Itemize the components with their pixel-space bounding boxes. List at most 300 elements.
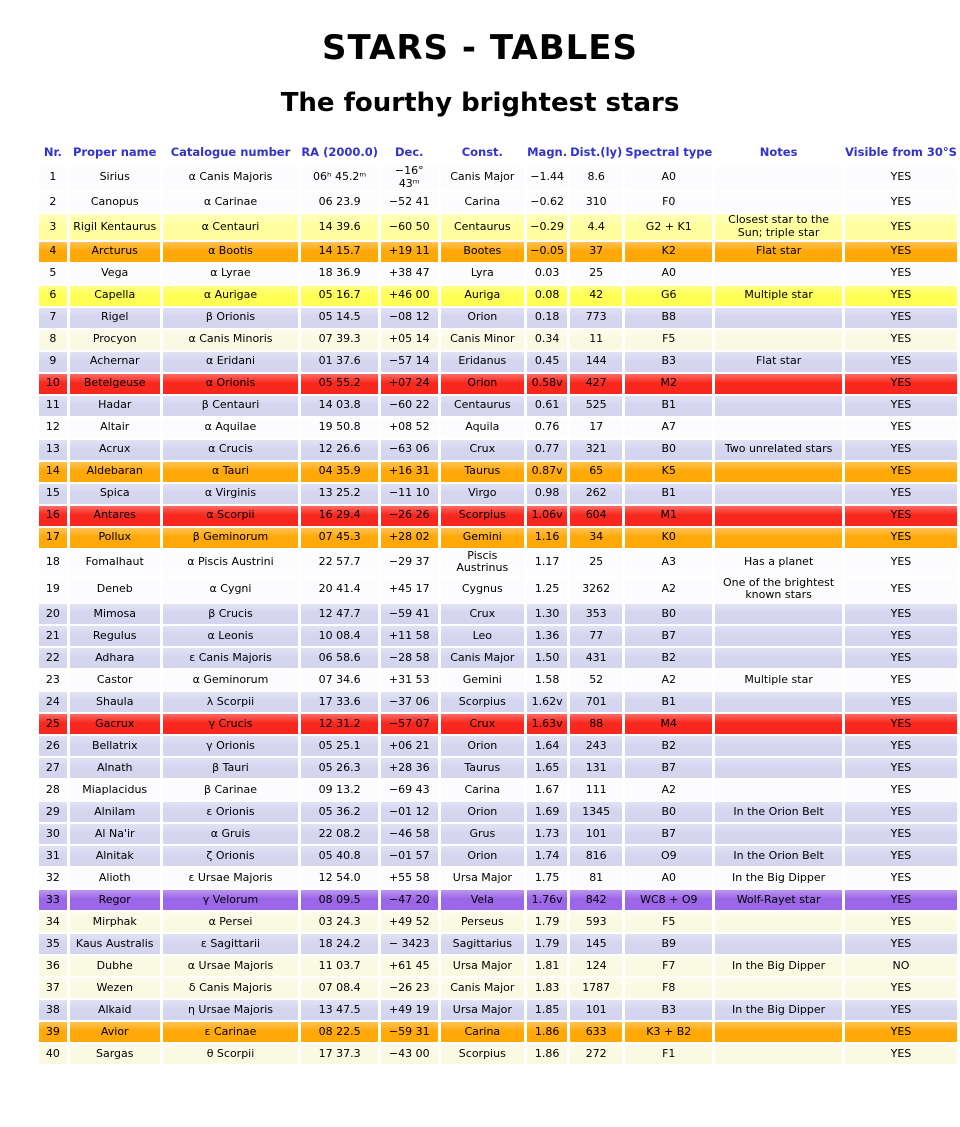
const-cell: Centaurus [441,396,525,416]
notes-cell [715,528,842,548]
const-cell: Lyra [441,264,525,284]
dec-cell: +45 17 [381,577,438,602]
dec-cell: −16° 43ᵐ [381,165,438,190]
name-cell: Avior [70,1022,160,1042]
spectral-cell: B0 [625,604,712,624]
magn-cell: 1.25 [527,577,567,602]
nr-cell: 15 [39,484,67,504]
dec-cell: −60 22 [381,396,438,416]
visible-cell: YES [845,1044,957,1064]
ra-cell: 22 57.7 [301,550,378,575]
name-cell: Sirius [70,165,160,190]
name-cell: Arcturus [70,242,160,262]
name-cell: Betelgeuse [70,374,160,394]
ra-cell: 13 25.2 [301,484,378,504]
ra-cell: 13 47.5 [301,1000,378,1020]
name-cell: Alnitak [70,846,160,866]
ra-cell: 06 58.6 [301,648,378,668]
spectral-cell: A0 [625,868,712,888]
star-row [39,506,957,526]
ra-cell: 07 45.3 [301,528,378,548]
name-cell: Shaula [70,692,160,712]
name-cell: Alnilam [70,802,160,822]
magn-cell: 0.87v [527,462,567,482]
notes-cell [715,308,842,328]
name-cell: Spica [70,484,160,504]
notes-cell: Has a planet [715,550,842,575]
dec-cell: −60 50 [381,214,438,239]
visible-cell: YES [845,802,957,822]
dist-cell: 604 [570,506,622,526]
dec-cell: −43 00 [381,1044,438,1064]
dec-cell: −29 37 [381,550,438,575]
dec-cell: −01 12 [381,802,438,822]
spectral-cell: B2 [625,648,712,668]
visible-cell: YES [845,736,957,756]
visible-cell: YES [845,374,957,394]
const-cell: Orion [441,736,525,756]
spectral-cell: K3 + B2 [625,1022,712,1042]
catalogue-cell: α Canis Minoris [163,330,299,350]
catalogue-cell: β Carinae [163,780,299,800]
name-cell: Aldebaran [70,462,160,482]
catalogue-cell: β Crucis [163,604,299,624]
visible-cell: YES [845,780,957,800]
ra-cell: 06 23.9 [301,192,378,212]
ra-cell: 05 25.1 [301,736,378,756]
col-spectral-type: Spectral type [625,145,713,159]
nr-cell: 29 [39,802,67,822]
page-subtitle: The fourthy brightest stars [280,88,680,118]
const-cell: Sagittarius [441,934,525,954]
dist-cell: 101 [570,824,622,844]
visible-cell: YES [845,550,957,575]
notes-cell [715,978,842,998]
dec-cell: −47 20 [381,890,438,910]
name-cell: Acrux [70,440,160,460]
notes-cell [715,1022,842,1042]
notes-cell [715,1044,842,1064]
star-row [39,440,957,460]
const-cell: Aquila [441,418,525,438]
nr-cell: 36 [39,956,67,976]
ra-cell: 05 26.3 [301,758,378,778]
dist-cell: 310 [570,192,622,212]
dec-cell: −28 58 [381,648,438,668]
catalogue-cell: α Carinae [163,192,299,212]
star-row [39,604,957,624]
notes-cell: Closest star to the Sun; triple star [715,214,842,239]
ra-cell: 04 35.9 [301,462,378,482]
catalogue-cell: α Tauri [163,462,299,482]
name-cell: Sargas [70,1044,160,1064]
const-cell: Orion [441,802,525,822]
star-row [39,912,957,932]
name-cell: Regor [70,890,160,910]
dec-cell: −11 10 [381,484,438,504]
dist-cell: 88 [570,714,622,734]
dec-cell: −59 41 [381,604,438,624]
notes-cell [715,418,842,438]
notes-cell: Flat star [715,242,842,262]
dec-cell: −37 06 [381,692,438,712]
magn-cell: 0.03 [527,264,567,284]
notes-cell: Two unrelated stars [715,440,842,460]
star-row [39,758,957,778]
nr-cell: 14 [39,462,67,482]
dist-cell: 131 [570,758,622,778]
catalogue-cell: α Leonis [163,626,299,646]
magn-cell: 1.16 [527,528,567,548]
visible-cell: NO [845,956,957,976]
spectral-cell: A7 [625,418,712,438]
visible-cell: YES [845,1022,957,1042]
dec-cell: −59 31 [381,1022,438,1042]
spectral-cell: B1 [625,484,712,504]
dec-cell: +16 31 [381,462,438,482]
visible-cell: YES [845,484,957,504]
ra-cell: 05 14.5 [301,308,378,328]
const-cell: Piscis Austrinus [441,550,525,575]
catalogue-cell: α Eridani [163,352,299,372]
dist-cell: 842 [570,890,622,910]
name-cell: Alkaid [70,1000,160,1020]
dist-cell: 272 [570,1044,622,1064]
dist-cell: 8.6 [570,165,622,190]
spectral-cell: F7 [625,956,712,976]
catalogue-cell: ε Sagittarii [163,934,299,954]
col-nr: Nr. [43,145,62,159]
dec-cell: −57 14 [381,352,438,372]
const-cell: Scorpius [441,506,525,526]
visible-cell: YES [845,934,957,954]
catalogue-cell: ε Canis Majoris [163,648,299,668]
star-row [39,890,957,910]
nr-cell: 2 [39,192,67,212]
const-cell: Vela [441,890,525,910]
star-row [39,648,957,668]
nr-cell: 5 [39,264,67,284]
nr-cell: 3 [39,214,67,239]
spectral-cell: G6 [625,286,712,306]
star-row [39,352,957,372]
dist-cell: 593 [570,912,622,932]
const-cell: Ursa Major [441,1000,525,1020]
spectral-cell: B7 [625,758,712,778]
dist-cell: 111 [570,780,622,800]
col-const: Const. [461,145,503,159]
nr-cell: 32 [39,868,67,888]
ra-cell: 12 47.7 [301,604,378,624]
notes-cell [715,780,842,800]
spectral-cell: M4 [625,714,712,734]
visible-cell: YES [845,506,957,526]
const-cell: Centaurus [441,214,525,239]
star-row [39,978,957,998]
const-cell: Canis Major [441,648,525,668]
const-cell: Taurus [441,758,525,778]
star-row [39,934,957,954]
dist-cell: 353 [570,604,622,624]
col-dist: Dist.(ly) [570,145,623,159]
notes-cell [715,374,842,394]
spectral-cell: B0 [625,440,712,460]
ra-cell: 08 22.5 [301,1022,378,1042]
nr-cell: 25 [39,714,67,734]
catalogue-cell: α Centauri [163,214,299,239]
dist-cell: 11 [570,330,622,350]
nr-cell: 12 [39,418,67,438]
const-cell: Canis Major [441,978,525,998]
ra-cell: 07 39.3 [301,330,378,350]
spectral-cell: F1 [625,1044,712,1064]
ra-cell: 18 24.2 [301,934,378,954]
name-cell: Alioth [70,868,160,888]
visible-cell: YES [845,308,957,328]
catalogue-cell: λ Scorpii [163,692,299,712]
spectral-cell: A0 [625,264,712,284]
dec-cell: +28 02 [381,528,438,548]
star-row [39,824,957,844]
ra-cell: 12 31.2 [301,714,378,734]
spectral-cell: M1 [625,506,712,526]
dist-cell: 37 [570,242,622,262]
notes-cell [715,692,842,712]
nr-cell: 34 [39,912,67,932]
visible-cell: YES [845,352,957,372]
ra-cell: 11 03.7 [301,956,378,976]
visible-cell: YES [845,978,957,998]
ra-cell: 19 50.8 [301,418,378,438]
magn-cell: 1.79 [527,912,567,932]
dec-cell: +07 24 [381,374,438,394]
spectral-cell: A0 [625,165,712,190]
visible-cell: YES [845,670,957,690]
catalogue-cell: γ Orionis [163,736,299,756]
spectral-cell: A2 [625,577,712,602]
const-cell: Canis Minor [441,330,525,350]
magn-cell: 0.77 [527,440,567,460]
spectral-cell: B1 [625,396,712,416]
dec-cell: −63 06 [381,440,438,460]
dec-cell: +11 58 [381,626,438,646]
col-magn: Magn. [527,145,568,159]
name-cell: Canopus [70,192,160,212]
star-row [39,528,957,548]
ra-cell: 01 37.6 [301,352,378,372]
visible-cell: YES [845,214,957,239]
const-cell: Scorpius [441,692,525,712]
catalogue-cell: α Piscis Austrini [163,550,299,575]
notes-cell [715,165,842,190]
spectral-cell: B1 [625,692,712,712]
magn-cell: 0.98 [527,484,567,504]
nr-cell: 24 [39,692,67,712]
dist-cell: 427 [570,374,622,394]
ra-cell: 14 15.7 [301,242,378,262]
spectral-cell: A2 [625,780,712,800]
ra-cell: 06ʰ 45.2ᵐ [301,165,378,190]
notes-cell [715,934,842,954]
visible-cell: YES [845,192,957,212]
const-cell: Crux [441,440,525,460]
star-row [39,1022,957,1042]
nr-cell: 23 [39,670,67,690]
catalogue-cell: α Virginis [163,484,299,504]
notes-cell: Multiple star [715,286,842,306]
dist-cell: 1787 [570,978,622,998]
magn-cell: 0.58v [527,374,567,394]
ra-cell: 16 29.4 [301,506,378,526]
catalogue-cell: α Persei [163,912,299,932]
dist-cell: 145 [570,934,622,954]
visible-cell: YES [845,440,957,460]
ra-cell: 05 36.2 [301,802,378,822]
visible-cell: YES [845,626,957,646]
name-cell: Adhara [70,648,160,668]
ra-cell: 05 40.8 [301,846,378,866]
dist-cell: 1345 [570,802,622,822]
nr-cell: 17 [39,528,67,548]
page-title: STARS - TABLES [322,28,638,68]
catalogue-cell: α Crucis [163,440,299,460]
catalogue-cell: β Geminorum [163,528,299,548]
catalogue-cell: γ Velorum [163,890,299,910]
name-cell: Fomalhaut [70,550,160,575]
dist-cell: 633 [570,1022,622,1042]
visible-cell: YES [845,418,957,438]
catalogue-cell: α Cygni [163,577,299,602]
notes-cell: Flat star [715,352,842,372]
const-cell: Crux [441,604,525,624]
name-cell: Alnath [70,758,160,778]
stars-table [36,140,960,1066]
magn-cell: 1.58 [527,670,567,690]
const-cell: Orion [441,308,525,328]
magn-cell: 1.73 [527,824,567,844]
spectral-cell: O9 [625,846,712,866]
nr-cell: 21 [39,626,67,646]
dist-cell: 4.4 [570,214,622,239]
catalogue-cell: ε Carinae [163,1022,299,1042]
const-cell: Crux [441,714,525,734]
nr-cell: 13 [39,440,67,460]
star-row [39,264,957,284]
dec-cell: −52 41 [381,192,438,212]
dist-cell: 431 [570,648,622,668]
notes-cell: Multiple star [715,670,842,690]
visible-cell: YES [845,648,957,668]
catalogue-cell: α Aquilae [163,418,299,438]
dist-cell: 65 [570,462,622,482]
nr-cell: 28 [39,780,67,800]
const-cell: Eridanus [441,352,525,372]
name-cell: Pollux [70,528,160,548]
name-cell: Altair [70,418,160,438]
spectral-cell: B8 [625,308,712,328]
dist-cell: 81 [570,868,622,888]
name-cell: Capella [70,286,160,306]
nr-cell: 40 [39,1044,67,1064]
star-row [39,692,957,712]
ra-cell: 17 37.3 [301,1044,378,1064]
star-row [39,670,957,690]
star-row [39,214,957,239]
catalogue-cell: α Ursae Majoris [163,956,299,976]
magn-cell: 1.74 [527,846,567,866]
star-row [39,418,957,438]
spectral-cell: A2 [625,670,712,690]
nr-cell: 20 [39,604,67,624]
notes-cell [715,484,842,504]
ra-cell: 14 03.8 [301,396,378,416]
const-cell: Canis Major [441,165,525,190]
dist-cell: 243 [570,736,622,756]
star-row [39,736,957,756]
notes-cell [715,824,842,844]
const-cell: Cygnus [441,577,525,602]
visible-cell: YES [845,604,957,624]
magn-cell: 1.36 [527,626,567,646]
star-row [39,396,957,416]
spectral-cell: K2 [625,242,712,262]
nr-cell: 11 [39,396,67,416]
star-row [39,165,957,190]
magn-cell: 1.64 [527,736,567,756]
dist-cell: 101 [570,1000,622,1020]
dec-cell: +46 00 [381,286,438,306]
magn-cell: 0.45 [527,352,567,372]
star-row [39,626,957,646]
catalogue-cell: δ Canis Majoris [163,978,299,998]
dist-cell: 144 [570,352,622,372]
dec-cell: −57 07 [381,714,438,734]
catalogue-cell: η Ursae Majoris [163,1000,299,1020]
magn-cell: −0.05 [527,242,567,262]
dec-cell: +06 21 [381,736,438,756]
const-cell: Scorpius [441,1044,525,1064]
magn-cell: 1.86 [527,1044,567,1064]
nr-cell: 8 [39,330,67,350]
ra-cell: 20 41.4 [301,577,378,602]
magn-cell: 1.81 [527,956,567,976]
dist-cell: 773 [570,308,622,328]
visible-cell: YES [845,286,957,306]
ra-cell: 22 08.2 [301,824,378,844]
catalogue-cell: α Orionis [163,374,299,394]
magn-cell: 1.67 [527,780,567,800]
magn-cell: 1.83 [527,978,567,998]
dist-cell: 77 [570,626,622,646]
magn-cell: 1.50 [527,648,567,668]
visible-cell: YES [845,846,957,866]
star-row [39,1044,957,1064]
col-catalogue-number: Catalogue number [170,145,291,159]
name-cell: Vega [70,264,160,284]
dist-cell: 124 [570,956,622,976]
spectral-cell: B3 [625,1000,712,1020]
notes-cell [715,758,842,778]
name-cell: Kaus Australis [70,934,160,954]
notes-cell: In the Big Dipper [715,956,842,976]
magn-cell: 0.76 [527,418,567,438]
name-cell: Mimosa [70,604,160,624]
nr-cell: 30 [39,824,67,844]
nr-cell: 6 [39,286,67,306]
const-cell: Ursa Major [441,868,525,888]
ra-cell: 14 39.6 [301,214,378,239]
star-row [39,330,957,350]
